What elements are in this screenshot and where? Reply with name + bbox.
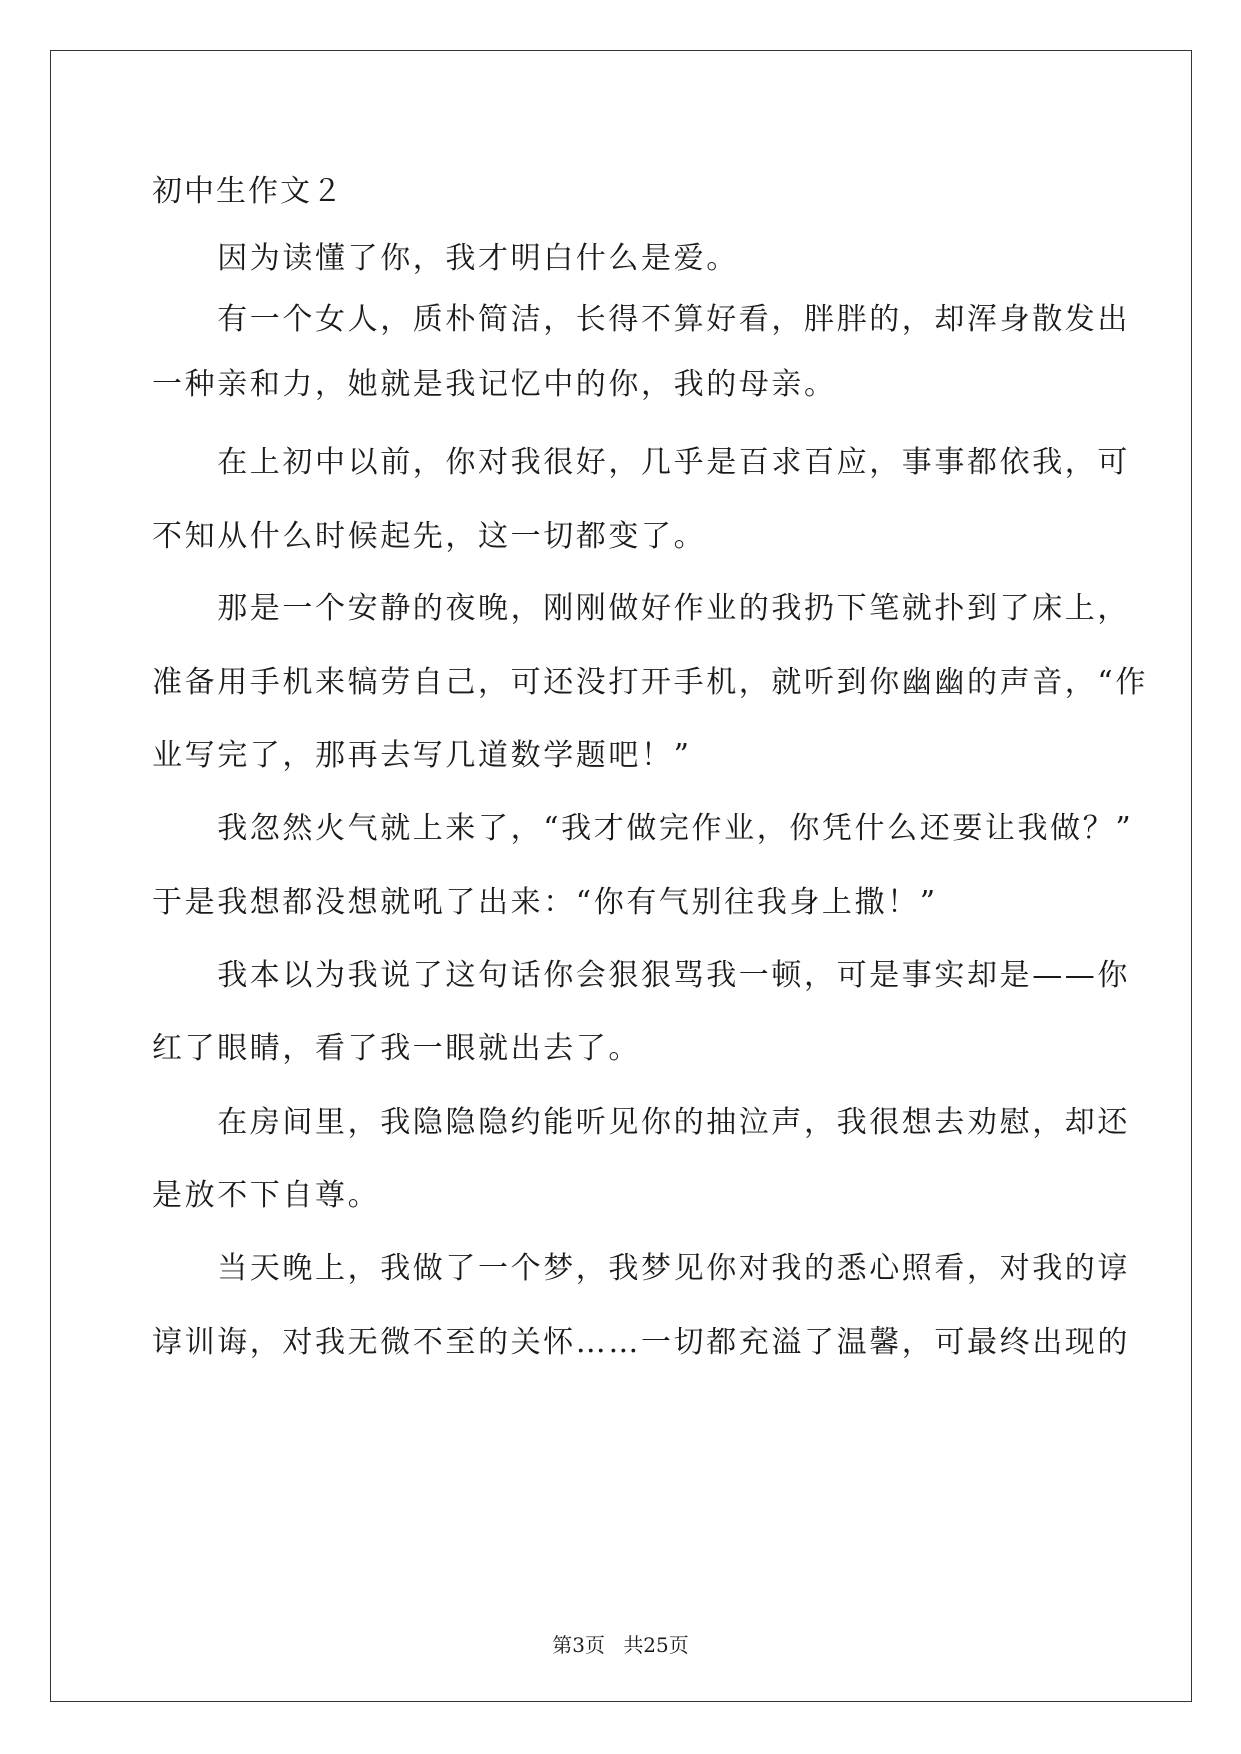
text-line: 那是一个安静的夜晚，刚刚做好作业的我扔下笔就扑到了床上，: [152, 591, 1130, 626]
text-line: 谆训诲，对我无微不至的关怀……一切都充溢了温馨，可最终出现的: [152, 1325, 1130, 1360]
page-footer: [0, 1631, 1241, 1659]
page-frame: [50, 50, 1192, 1702]
text-line: 因为读懂了你，我才明白什么是爱。: [152, 241, 739, 276]
text-line: 于是我想都没想就吼了出来：“你有气别往我身上撒！”: [152, 885, 938, 920]
text-line: 一种亲和力，她就是我记忆中的你，我的母亲。: [152, 367, 837, 402]
page-number-current: 第3页: [552, 1633, 605, 1657]
text-line: 业写完了，那再去写几道数学题吧！”: [152, 738, 692, 773]
text-line: 我忽然火气就上来了，“我才做完作业，你凭什么还要让我做？”: [152, 811, 1134, 846]
text-line: 不知从什么时候起先，这一切都变了。: [152, 519, 707, 554]
text-line: 是放不下自尊。: [152, 1178, 381, 1213]
text-line: 准备用手机来犒劳自己，可还没打开手机，就听到你幽幽的声音，“作: [152, 665, 1148, 700]
text-line: 红了眼睛，看了我一眼就出去了。: [152, 1031, 641, 1066]
text-line: 我本以为我说了这句话你会狠狠骂我一顿，可是事实却是——你: [152, 958, 1130, 993]
page-number-total: 共25页: [623, 1633, 689, 1657]
text-line: 当天晚上，我做了一个梦，我梦见你对我的悉心照看，对我的谆: [152, 1251, 1130, 1286]
text-line: 在房间里，我隐隐隐约能听见你的抽泣声，我很想去劝慰，却还: [152, 1105, 1130, 1140]
text-line: 有一个女人，质朴简洁，长得不算好看，胖胖的，却浑身散发出: [152, 302, 1130, 337]
text-line: 在上初中以前，你对我很好，几乎是百求百应，事事都依我，可: [152, 445, 1130, 480]
document-title: 初中生作文２: [152, 174, 344, 209]
